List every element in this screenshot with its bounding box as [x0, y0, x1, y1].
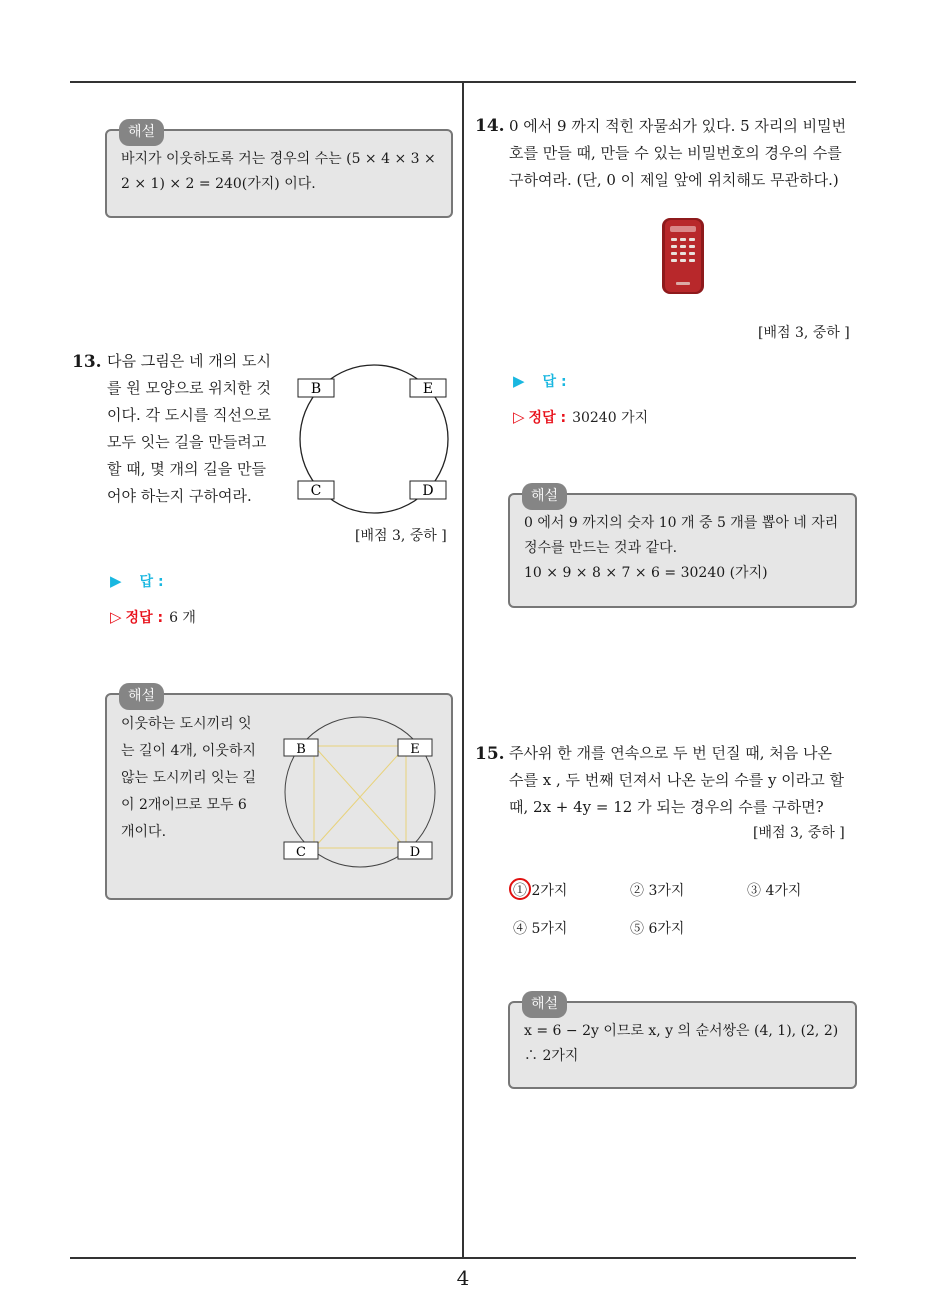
q13-correct-answer: 6 개 [169, 610, 196, 626]
correct-arrow-icon: ▷ [110, 608, 122, 626]
answer-arrow-icon: ▶ [110, 572, 122, 590]
q13-solution-text: 이웃하는 도시끼리 잇 는 길이 4개, 이웃하지 않는 도시끼리 잇는 길 이 2개이므로 모두 6 개이다. [121, 716, 257, 840]
q15-choice-3[interactable]: ③ 4가지 [747, 883, 802, 899]
q14-text: 0 에서 9 까지 적힌 자물쇠가 있다. 5 자리의 비밀번 호를 만들 때, 만들 수 있는 비밀번호의 경우의 수를 구하여라. (단, 0 이 제일 앞에 위치해도 무관하다.) [509, 117, 847, 189]
q14-answer-row [513, 371, 567, 391]
correct-label: 정답 : [125, 610, 164, 626]
q13-correct-row [110, 607, 196, 627]
city-label-d: D [409, 845, 421, 860]
answer-arrow-icon: ▶ [513, 372, 525, 390]
solution-tag: 해설 [119, 119, 164, 146]
q12-solution-box [105, 124, 453, 218]
correct-label: 정답 : [528, 410, 567, 426]
bottom-rule [70, 1257, 856, 1259]
city-label-c: C [310, 483, 322, 499]
q15-score: [배점 3, 중하 ] [753, 825, 845, 841]
q15-number: 15. [475, 744, 505, 764]
city-label-e: E [410, 742, 420, 757]
q13-city-diagram [290, 355, 460, 525]
solution-tag: 해설 [522, 483, 567, 510]
q15-choice-1[interactable]: ① 2가지 [513, 883, 568, 899]
q14-correct-row [513, 407, 648, 427]
q13-answer-row [110, 571, 164, 591]
q15-choice-5[interactable]: ⑤ 6가지 [630, 921, 685, 937]
answer-label: 답 : [542, 374, 567, 390]
q15-choice-4[interactable]: ④ 5가지 [513, 921, 568, 937]
keypad-lock-image [660, 216, 706, 296]
correct-arrow-icon: ▷ [513, 408, 525, 426]
city-label-b: B [296, 742, 306, 757]
q15-text: 주사위 한 개를 연속으로 두 번 던질 때, 처음 나온 수를 x , 두 번째 던져서 나온 눈의 수를 y 이라고 할 때, 2x + 4y = 12 가 되는 경우의 수를 구하면? [509, 744, 844, 816]
q13-number: 13. [72, 352, 102, 372]
city-label-b: B [310, 381, 322, 397]
solution-tag: 해설 [119, 683, 164, 710]
q13-solution-diagram [270, 712, 450, 872]
answer-label: 답 : [139, 574, 164, 590]
page-number: 4 [456, 1266, 470, 1290]
city-label-c: C [296, 845, 306, 860]
q15-choice-2[interactable]: ② 3가지 [630, 883, 685, 899]
q13-score: [배점 3, 중하 ] [355, 528, 447, 544]
q13-text: 다음 그림은 네 개의 도시 를 원 모양으로 위치한 것 이다. 각 도시를 직선으로 모두 잇는 길을 만들려고 할 때, 몇 개의 길을 만들 어야 하는지 구하여라. [107, 352, 271, 505]
city-label-e: E [422, 381, 434, 397]
city-label-d: D [422, 483, 434, 499]
q14-score: [배점 3, 중하 ] [758, 325, 850, 341]
solution-tag: 해설 [522, 991, 567, 1018]
q14-number: 14. [475, 116, 505, 136]
q14-solution-box [508, 488, 857, 608]
q12-solution-text: 바지가 이웃하도록 거는 경우의 수는 (5 × 4 × 3 × 2 × 1) × 2 = 240(가지) 이다. [121, 151, 436, 192]
q15-solution-text: x = 6 − 2y 이므로 x, y 의 순서쌍은 (4, 1), (2, 2) ∴ 2가지 [524, 1023, 839, 1064]
q14-solution-text: 0 에서 9 까지의 숫자 10 개 중 5 개를 뽑아 네 자리 정수를 만드는 것과 같다. 10 × 9 × 8 × 7 × 6 = 30240 (가지) [524, 515, 839, 581]
q15-solution-box [508, 996, 857, 1089]
column-divider [462, 83, 464, 1257]
q14-correct-answer: 30240 가지 [572, 410, 649, 426]
